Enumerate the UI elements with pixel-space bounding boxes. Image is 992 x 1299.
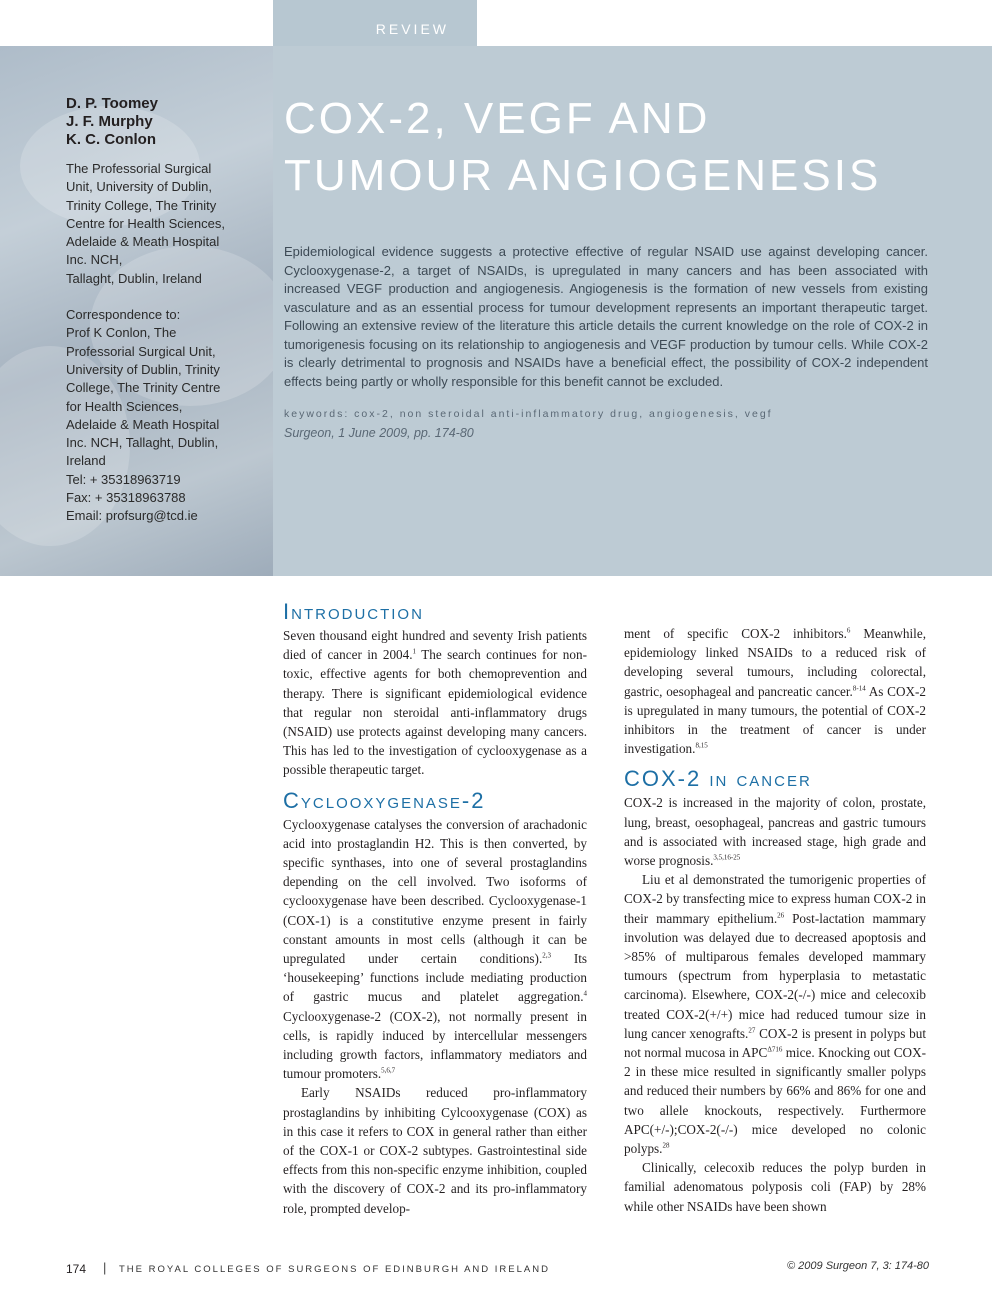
footer-separator: | xyxy=(103,1260,107,1275)
author-name: D. P. Toomey xyxy=(66,95,158,112)
correspondence-line: Professorial Surgical Unit, xyxy=(66,343,216,359)
review-tab xyxy=(273,0,477,46)
correspondence-line: Adelaide & Meath Hospital xyxy=(66,416,220,432)
author-name: J. F. Murphy xyxy=(66,113,153,130)
article-title xyxy=(284,90,881,204)
affiliation-line: Tallaght, Dublin, Ireland xyxy=(66,270,202,286)
author-list xyxy=(66,95,158,149)
author-name: K. C. Conlon xyxy=(66,131,156,148)
cox2-cancer-heading: COX-2 in cancer xyxy=(624,766,812,792)
intro-paragraph: Seven thousand eight hundred and seventy Irish patients died of cancer in 2004.$^1$ The search continues for non-toxic, effective agents for both chemoprevention and therapy. There is significant epidemiological evidence that regular non steroidal anti-inflammatory drugs (NSAID) use protects against developing many cancers. This has led to the investigation of cyclooxygenase as a possible therapeutic target. xyxy=(283,628,587,778)
cancer-paragraph: Clinically, celecoxib reduces the polyp burden in familial adenomatous polyposis coli (FAP) by 28% while other NSAIDs have been shown xyxy=(624,1160,926,1214)
cox-paragraph: Early NSAIDs reduced pro-inflammatory prostaglandins by inhibiting Cylcooxygenase (COX) as in this case it refers to COX in general rather than either of the COX-1 or COX-2 subtypes. Gastrointestinal side effects from this non-specific enzyme inhibition, coupled with the discovery of COX-2 and its pro-inflammatory role, prompted develop- xyxy=(283,1085,587,1216)
page-number: 174 xyxy=(66,1262,87,1276)
affiliation-line: Centre for Health Sciences, xyxy=(66,215,225,231)
correspondence-line: University of Dublin, Trinity xyxy=(66,361,220,377)
cyclooxygenase-heading: Cyclooxygenase-2 xyxy=(283,787,486,813)
affiliation-line: Inc. NCH, xyxy=(66,252,123,268)
correspondence-line: Correspondence to: xyxy=(66,307,181,323)
cancer-paragraph: COX-2 is increased in the majority of colon, prostate, lung, breast, oesophageal, pancreas and gastric tumours and is associated with increased stage, high grade and worse prognosis.$^{3,5,16-25}$ xyxy=(624,795,926,869)
introduction-heading: Introduction xyxy=(283,599,424,624)
correspondence-line: for Health Sciences, xyxy=(66,398,183,414)
footer-organisation: THE ROYAL COLLEGES OF SURGEONS OF EDINBURGH AND IRELAND xyxy=(119,1264,550,1275)
affiliation-block xyxy=(66,160,266,526)
continued-paragraph: ment of specific COX-2 inhibitors.$^6$ Meanwhile, epidemiology linked NSAIDs to a reduced risk of developing several tumours, including colorectal, gastric, oesophageal and pancreatic cancer.$^{8-14}$ As COX-2 is upregulated in many tumours, the potential of COX-2 inhibitors in the treatment of cancer is under investigation.$^{8,15}$ xyxy=(624,626,926,757)
correspondence-line: Ireland xyxy=(66,453,106,469)
phone-line: Tel: + 35318963719 xyxy=(66,471,181,487)
title-line: TUMOUR ANGIOGENESIS xyxy=(284,151,882,200)
title-line: COX-2, VEGF AND xyxy=(284,94,711,143)
cox-paragraph: Cyclooxygenase catalyses the conversion of arachadonic acid into prostaglandin H2. This is then converted, by specific synthases, into one of several prostaglandins depending on the cell involved. Two isoforms of cyclooxygenase have been described. Cyclooxygenase-1 (COX-1) is a constitutive enzyme present in fairly constant amounts in most cells (although it can be upregulated under certain conditions).$^{2,3}$ Its ‘housekeeping’ functions include mediating production of gastric mucus and platelet aggregation.$^4$ Cyclooxygenase-2 (COX-2), not normally present in cells, is rapidly induced by intercellular messengers including growth factors, inflammatory mediators and tumour promoters.$^{5,6,7}$ xyxy=(283,816,588,1082)
correspondence-line: Prof K Conlon, The xyxy=(66,325,177,341)
affiliation-line: Trinity College, The Trinity xyxy=(66,197,217,213)
abstract: Epidemiological evidence suggests a protective effective of regular NSAID use against developing cancer. Cyclooxygenase-2, a target of NSAIDs, is upregulated in many cancers and has been associated with increased VEGF production and angiogenesis. Angiogenesis is the formation of new vessels from existing vasculature and as an essential process for tumour development represents an important therapeutic target. Following an extensive review of the literature this article details the current knowledge on the role of COX-2 in tumorigenesis focusing on its relationship to angiogenesis and VEGF production by tumour cells. While COX-2 is clearly detrimental to prognosis and NSAIDs have a beneficial effect, the possibility of COX-2 independent effects being partly or wholly responsible for this benefit cannot be excluded. xyxy=(284,244,928,389)
review-label: REVIEW xyxy=(375,21,449,37)
email-line: Email: profsurg@tcd.ie xyxy=(66,508,198,524)
correspondence-line: College, The Trinity Centre xyxy=(66,380,221,396)
fax-line: Fax: + 35318963788 xyxy=(66,490,186,506)
keywords: keywords: cox-2, non steroidal anti-inflammatory drug, angiogenesis, vegf xyxy=(284,408,773,420)
affiliation-line: Adelaide & Meath Hospital xyxy=(66,234,220,250)
cancer-paragraph: Liu et al demonstrated the tumorigenic properties of COX-2 by transfecting mice to express human COX-2 in their mammary epithelium.$^{26}$ Post-lactation mammary involution was delayed due to decreased apoptosis and >85% of multiparous females developed mammary tumours (spectrum from hyperplasia to metastatic carcinoma). Elsewhere, COX-2(-/-) mice and celecoxib treated COX-2(+/+) mice had reduced tumour size in lung cancer xenografts.$^{27}$ COX-2 is present in polyps but not normal mucosa in $APC^{\Delta 716}$ mice. Knocking out COX-2 in these mice resulted in significantly smaller polyps and reduced their numbers by 66% and 86% for one and two allele knockouts, respectively. Furthermore APC(+/-);COX-2(-/-) mice developed no colonic polyps.$^{28}$ xyxy=(624,872,926,1157)
footer-copyright: © 2009 Surgeon 7, 3: 174-80 xyxy=(787,1260,930,1272)
citation: Surgeon, 1 June 2009, pp. 174-80 xyxy=(284,426,474,440)
column-left xyxy=(283,598,587,1218)
affiliation-line: The Professorial Surgical xyxy=(66,161,212,176)
correspondence-line: Inc. NCH, Tallaght, Dublin, xyxy=(66,435,219,451)
column-right xyxy=(624,624,926,1216)
affiliation-line: Unit, University of Dublin, xyxy=(66,179,212,195)
